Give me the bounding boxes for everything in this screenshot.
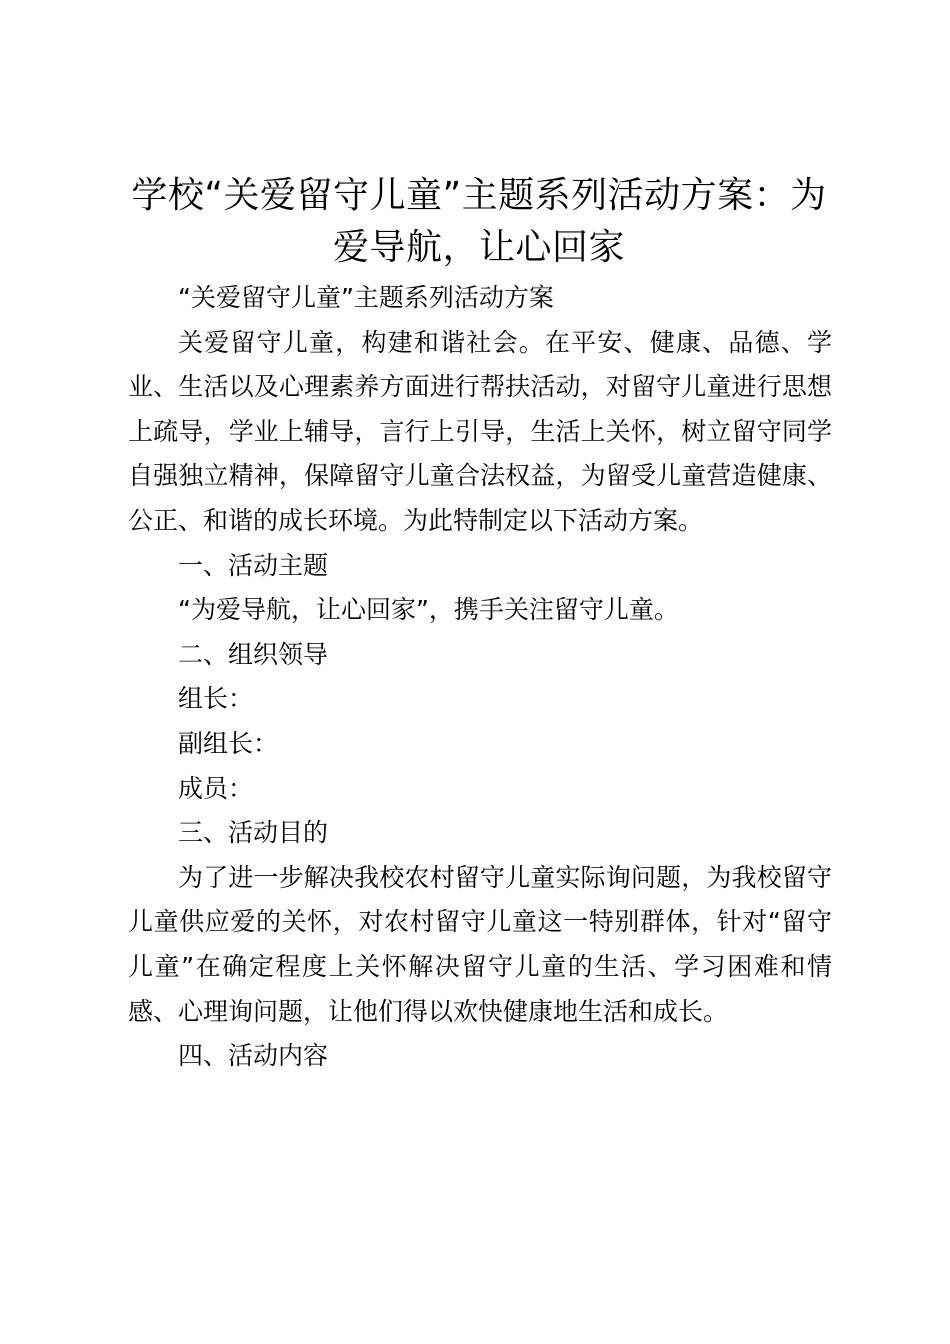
section-heading-purpose: 三、活动目的 bbox=[178, 818, 329, 848]
purpose-paragraph: 为了进一步解决我校农村留守儿童实际询问题，为我校留守儿童供应爱的关怀，对农村留守儿童这一特别群体，针对“留守儿童”在确定程度上关怀解决留守儿童的生活、学习困难和情感、心理询问题，让他们得以欢快健康地生活和成长。 bbox=[128, 862, 832, 1026]
section-heading-content: 四、活动内容 bbox=[178, 1041, 329, 1071]
members-line: 成员： bbox=[178, 773, 254, 803]
subtitle-paragraph: “关爱留守儿童”主题系列活动方案 bbox=[178, 283, 554, 312]
theme-paragraph: “为爱导航，让心回家”，携手关注留守儿童。 bbox=[178, 595, 679, 625]
intro-paragraph: 关爱留守儿童，构建和谐社会。在平安、健康、品德、学业、生活以及心理素养方面进行帮扶活动，对留守儿童进行思想上疏导，学业上辅导，言行上引导，生活上关怀，树立留守同学自强独立精神，保障留守儿童合法权益，为留受儿童营造健康、公正、和谐的成长环境。为此特制定以下活动方案。 bbox=[128, 327, 832, 535]
section-heading-organization: 二、组织领导 bbox=[178, 639, 329, 669]
document-title: 学校“关爱留守儿童”主题系列活动方案：为爱导航，让心回家 bbox=[131, 175, 827, 268]
deputy-leader-line: 副组长： bbox=[178, 728, 279, 758]
section-heading-theme: 一、活动主题 bbox=[178, 550, 329, 580]
document-body bbox=[128, 276, 832, 1079]
leader-line: 组长： bbox=[178, 684, 254, 714]
